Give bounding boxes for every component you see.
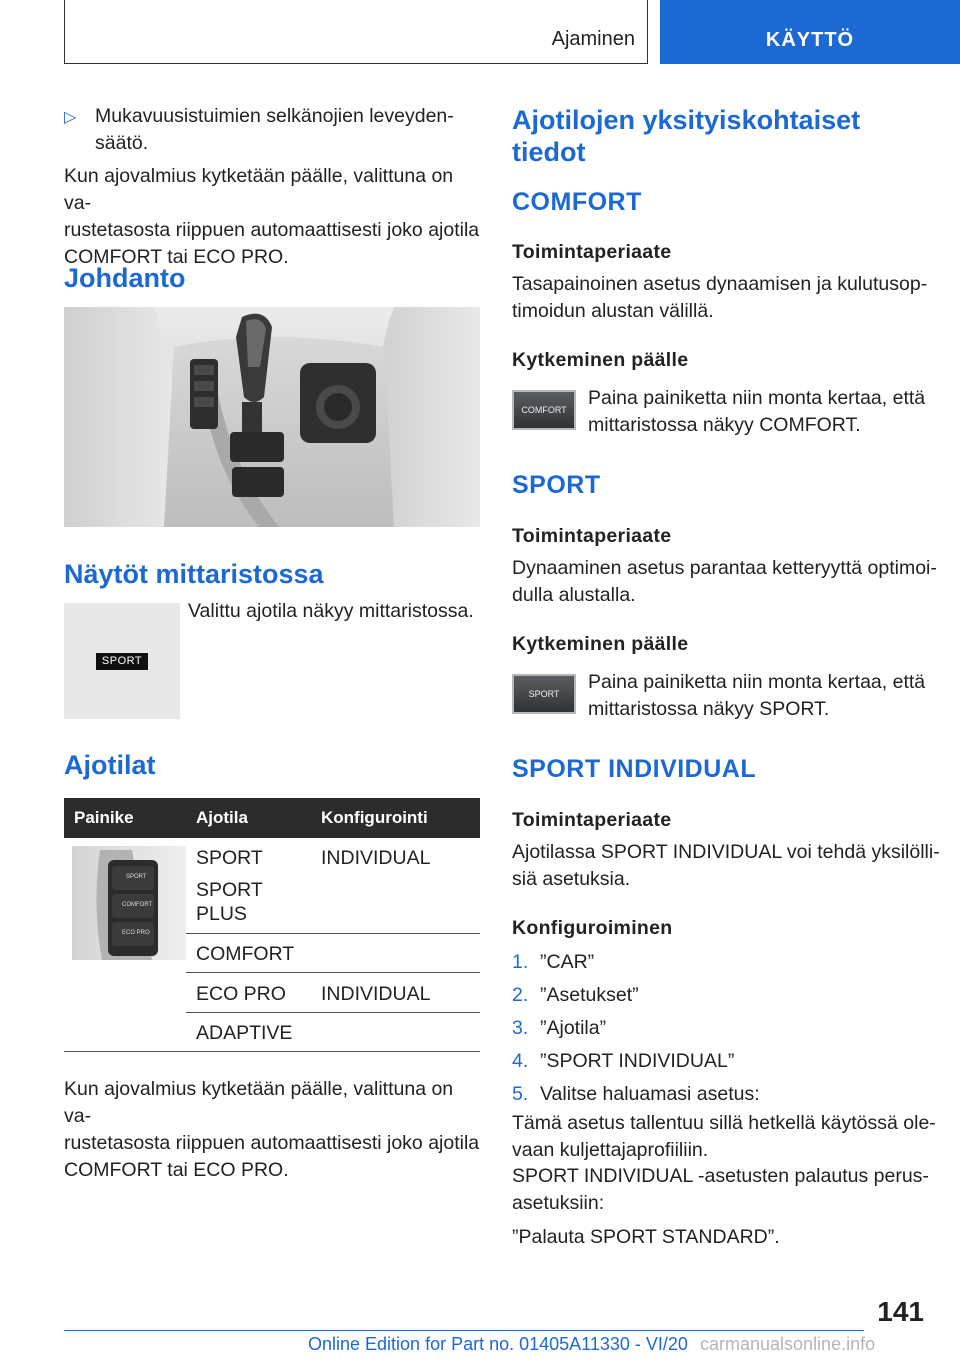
comfort-toiminta-text [512,271,927,325]
step-item [512,1015,932,1048]
konfiguroiminen-steps [512,949,932,1114]
sport-kytkeminen-line: mittaristossa näkyy SPORT. [588,698,830,720]
bullet-line-2: säätö. [95,132,149,154]
button-label-eco-pro: ECO PRO [122,930,150,936]
reset-paragraph [512,1163,929,1217]
step-text: Valitse haluamasi asetus: [540,1083,760,1105]
table-row-divider [186,933,480,934]
naytot-heading: Näytöt mittaristossa [64,559,324,589]
details-heading-line: tiedot [512,137,586,167]
bullet-line-1: Mukavuusistuimien selkänojien leveyden- [95,105,454,127]
table-cell-mode-adaptive: ADAPTIVE [196,1022,293,1044]
table-header-row [64,798,480,838]
intro-line: rustetasosta riippuen automaattisesti joko ajotila [64,219,480,241]
sport-kytkeminen-heading: Kytkeminen päälle [512,633,689,655]
johdanto-heading: Johdanto [64,263,186,293]
sport-kytkeminen-line: Paina painiketta niin monta kertaa, että [588,671,926,693]
table-header-ajotila: Ajotila [196,808,248,827]
step-number: 2. [512,984,529,1006]
table-cell-mode-sport-plus-line2: PLUS [196,903,247,925]
step-number: 1. [512,951,529,973]
intro-line: Kun ajovalmius kytketään päälle, valittuna on va- [64,165,454,214]
comfort-toiminta-heading: Toimintaperiaate [512,241,672,263]
step-item [512,982,932,1015]
header-section-box [64,0,648,64]
comfort-button-image: COMFORT [512,390,576,430]
header-chapter-tab [660,0,960,64]
sport-individual-toiminta-text [512,839,940,893]
table-bottom-border [64,1051,480,1052]
sport-heading: SPORT [512,471,601,499]
comfort-heading: COMFORT [512,188,642,216]
note-paragraph [512,1110,936,1164]
edition-text: Online Edition for Part no. 01405A11330 - VI/20 [308,1334,688,1354]
step-number: 5. [512,1083,529,1105]
step-text: ”SPORT INDIVIDUAL” [540,1050,735,1072]
step-item [512,1048,932,1081]
naytot-text: Valittu ajotila näkyy mittaristossa. [188,600,474,622]
step-item [512,949,932,982]
table-row-divider [186,1012,480,1013]
intro-line: COMFORT tai ECO PRO. [64,246,289,268]
comfort-toiminta-line: timoidun alustan välillä. [512,300,714,322]
table-cell-config-individual: INDIVIDUAL [321,847,431,869]
outro-paragraph [64,1076,484,1184]
step-text: ”Ajotila” [540,1017,607,1039]
intro-paragraph [64,163,484,271]
table-header-painike: Painike [74,808,134,827]
table-cell-config-individual: INDIVIDUAL [321,983,431,1005]
reset-line: asetuksiin: [512,1192,605,1214]
sport-individual-toiminta-heading: Toimintaperiaate [512,809,672,831]
comfort-kytkeminen-line: Paina painiketta niin monta kertaa, että [588,387,926,409]
table-cell-mode-sport-plus-line1: SPORT [196,879,263,901]
reset-line: SPORT INDIVIDUAL -asetusten palautus perus- [512,1165,929,1187]
sport-individual-toiminta-line: siä asetuksia. [512,868,631,890]
table-cell-mode-comfort: COMFORT [196,943,295,965]
header-chapter-title: KÄYTTÖ [765,29,855,51]
outro-line: COMFORT tai ECO PRO. [64,1159,289,1181]
table-header-konfigurointi: Konfigurointi [321,808,428,827]
step-text: ”Asetukset” [540,984,639,1006]
sport-individual-toiminta-line: Ajotilassa SPORT INDIVIDUAL voi tehdä yksilölli- [512,841,940,863]
comfort-toiminta-line: Tasapainoinen asetus dynaamisen ja kulutusop- [512,273,928,295]
comfort-kytkeminen-heading: Kytkeminen päälle [512,349,689,371]
details-heading-line: Ajotilojen yksityiskohtaiset [512,105,861,135]
reset-value: ”Palauta SPORT STANDARD”. [512,1226,780,1248]
footer-divider [64,1330,864,1331]
center-console-illustration [64,307,480,527]
konfiguroiminen-heading: Konfiguroiminen [512,917,673,939]
ajotilat-heading: Ajotilat [64,750,156,780]
sport-individual-heading: SPORT INDIVIDUAL [512,755,757,783]
header-section-title: Ajaminen [551,28,635,50]
details-heading [512,104,860,168]
sport-button-image: SPORT [512,674,576,714]
table-row-divider [186,972,480,973]
bullet-marker: ▷ [64,109,77,126]
center-console-photo [64,307,480,527]
table-cell-mode-eco-pro: ECO PRO [196,983,286,1005]
sport-toiminta-text [512,555,937,609]
note-line: vaan kuljettajaprofiiliin. [512,1139,709,1161]
comfort-kytkeminen-line: mittaristossa näkyy COMFORT. [588,414,861,436]
sport-display-label: SPORT [96,653,148,670]
sport-display-image [64,603,180,719]
button-label-sport: SPORT [126,874,147,880]
sport-toiminta-heading: Toimintaperiaate [512,525,672,547]
driving-mode-buttons-image [72,846,186,960]
step-text: ”CAR” [540,951,595,973]
step-number: 3. [512,1017,529,1039]
watermark-text: carmanualsonline.info [700,1334,876,1354]
table-cell-mode-sport: SPORT [196,847,263,869]
comfort-kytkeminen-text [588,385,925,439]
sport-toiminta-line: dulla alustalla. [512,584,636,606]
step-number: 4. [512,1050,529,1072]
page-number: 141 [877,1296,924,1327]
sport-kytkeminen-text [588,669,925,723]
button-label-comfort: COMFORT [122,902,153,908]
outro-line: rustetasosta riippuen automaattisesti joko ajotila [64,1132,480,1154]
outro-line: Kun ajovalmius kytketään päälle, valittuna on va- [64,1078,454,1127]
sport-toiminta-line: Dynaaminen asetus parantaa ketteryyttä optimoi- [512,557,937,579]
note-line: Tämä asetus tallentuu sillä hetkellä käytössä ole- [512,1112,936,1134]
